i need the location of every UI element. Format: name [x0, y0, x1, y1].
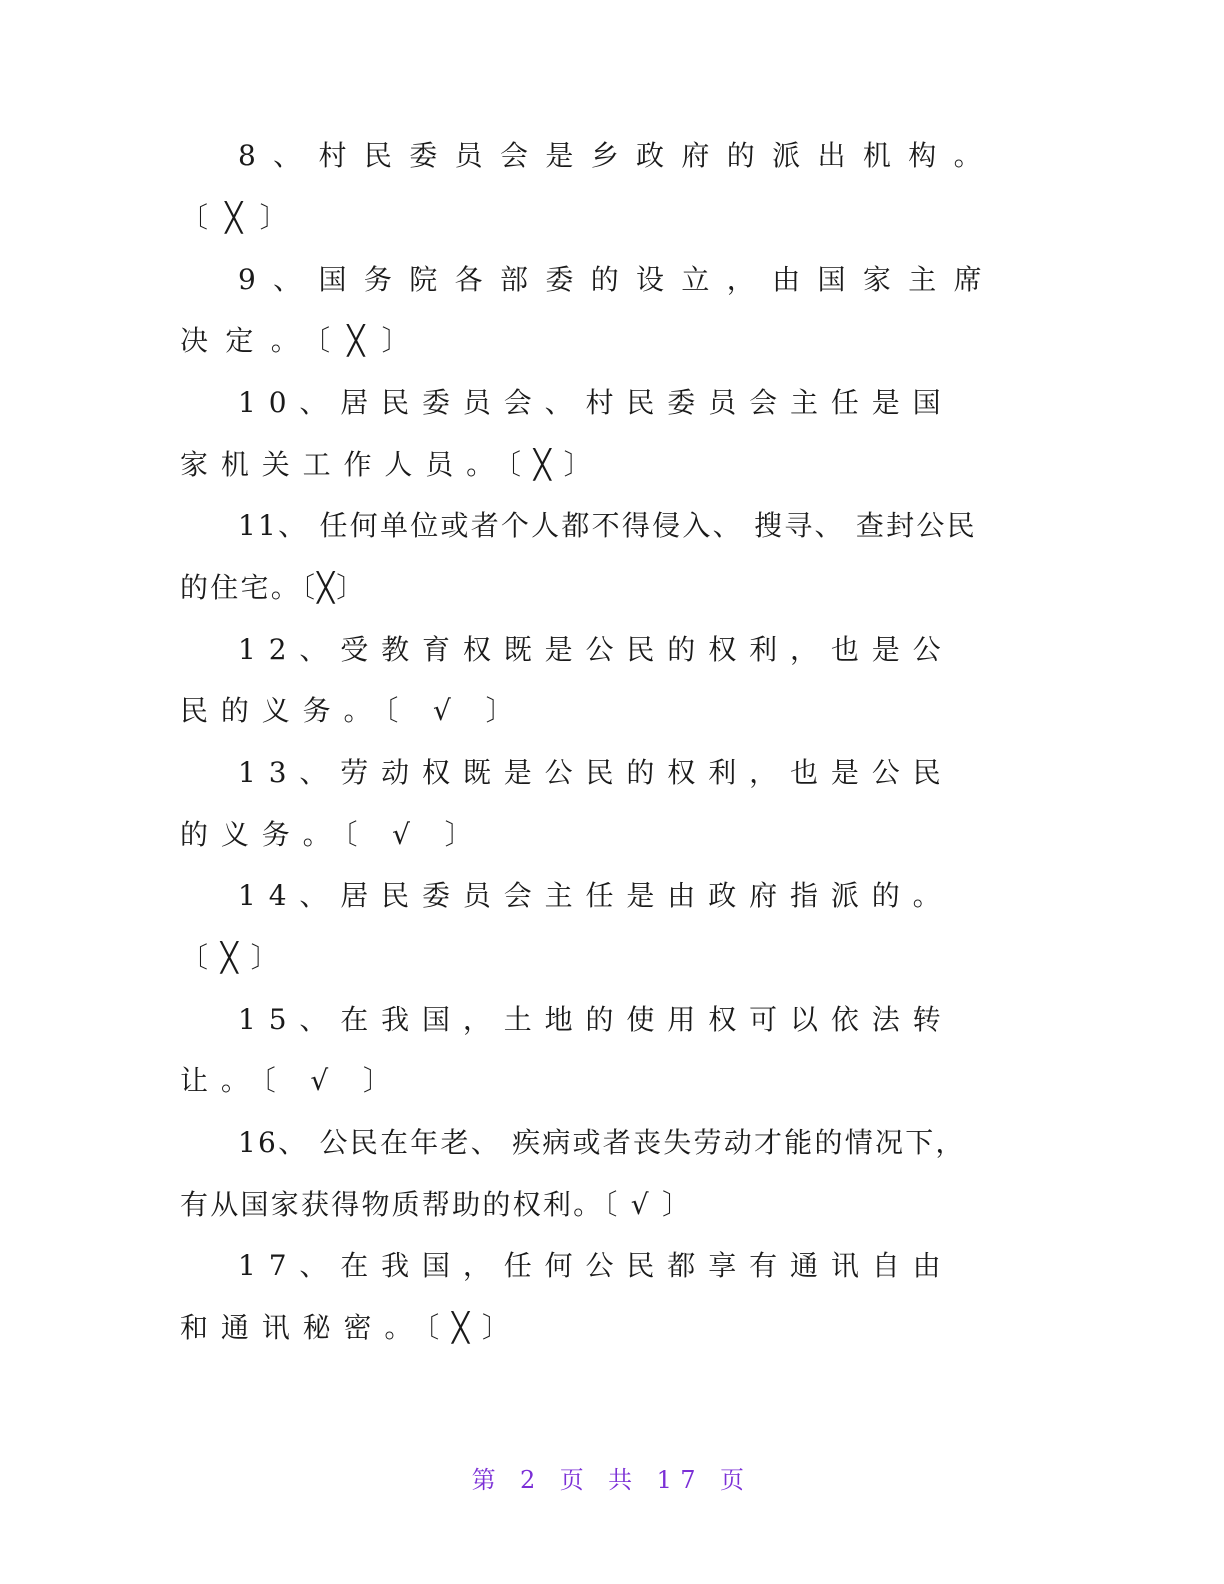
item-12-line-1: 12、受教育权既是公民的权利，也是公 — [238, 633, 954, 666]
item-9-line-2: 决定。〔╳〕 — [180, 324, 428, 357]
item-8-line-1: 8、村民委员会是乡政府的派出机构。 — [238, 139, 999, 172]
page-number-footer: 第 2 页 共 17 页 — [471, 1466, 753, 1494]
item-17-line-1: 17、在我国，任何公民都享有通讯自由 — [238, 1249, 954, 1282]
item-8-line-2: 〔╳〕 — [180, 201, 305, 234]
item-13-line-1: 13、劳动权既是公民的权利，也是公民 — [238, 756, 954, 789]
item-10-line-1: 10、居民委员会、村民委员会主任是国 — [238, 386, 954, 419]
item-11-line-2: 的住宅。〔╳〕 — [180, 571, 367, 604]
item-13-line-2: 的义务。〔 √ 〕 — [180, 818, 486, 851]
item-14-line-1: 14、居民委员会主任是由政府指派的。 — [238, 879, 954, 912]
item-15-line-2: 让。〔 √ 〕 — [180, 1064, 404, 1097]
item-15-line-1: 15、在我国，土地的使用权可以依法转 — [238, 1003, 954, 1036]
item-9-line-1: 9、国务院各部委的设立，由国家主席 — [238, 263, 999, 296]
item-16-line-1: 16、 公民在年老、 疾病或者丧失劳动才能的情况下， — [238, 1126, 966, 1159]
item-12-line-2: 民的义务。〔 √ 〕 — [180, 694, 527, 727]
item-16-line-2: 有从国家获得物质帮助的权利。〔 √ 〕 — [180, 1188, 693, 1221]
item-17-line-2: 和通讯秘密。〔╳〕 — [180, 1311, 523, 1344]
item-14-line-2: 〔╳〕 — [180, 941, 292, 974]
item-10-line-2: 家机关工作人员。〔╳〕 — [180, 448, 605, 481]
item-11-line-1: 11、 任何单位或者个人都不得侵入、 搜寻、 查封公民 — [238, 509, 977, 542]
